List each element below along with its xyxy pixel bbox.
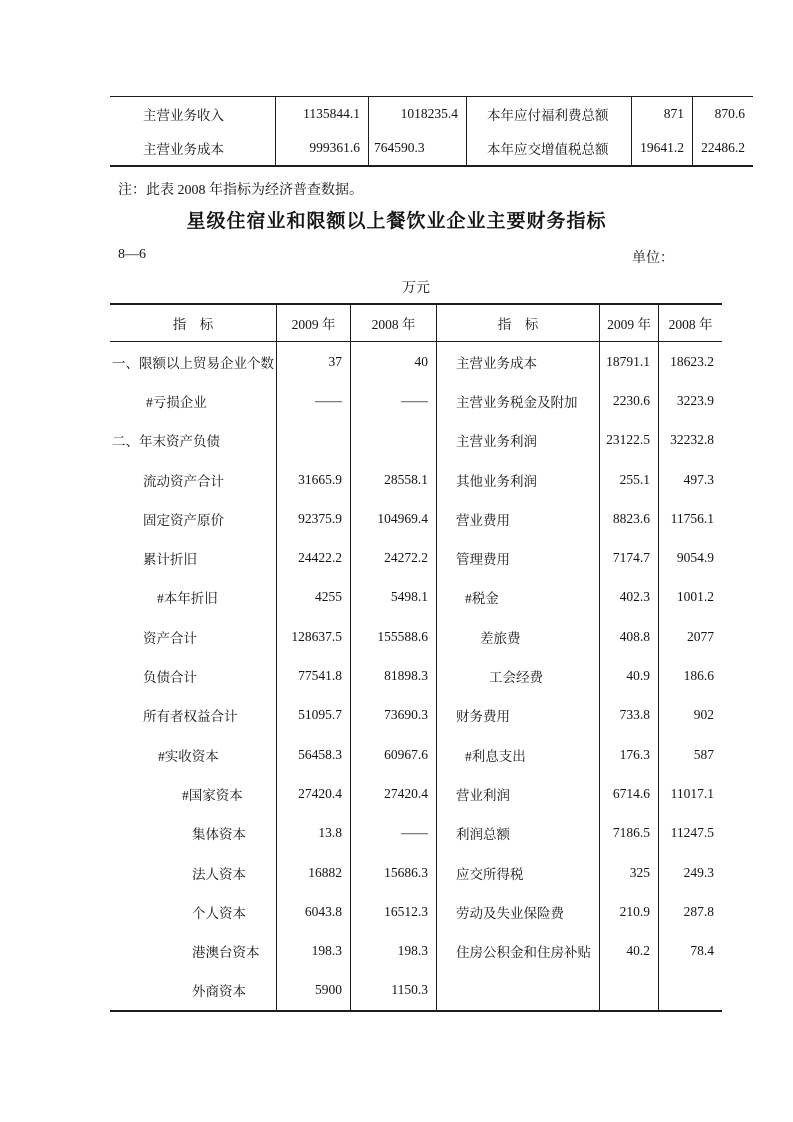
indicator-label: 工会经费 (437, 656, 600, 695)
main-table-row (110, 342, 722, 381)
value-2008: 3223.9 (676, 392, 714, 408)
indicator-label: 港澳台资本 (110, 931, 277, 970)
value-2008: 5498.1 (351, 578, 437, 617)
header-year: 2008 年 (351, 305, 437, 341)
value-2008 (659, 971, 722, 1010)
value-2008: 11017.1 (670, 785, 714, 801)
indicator-label: 法人资本 (110, 853, 277, 892)
value-2009: 37 (277, 342, 351, 381)
indicator-label: 外商资本 (110, 971, 277, 1010)
value-2008 (351, 421, 437, 460)
value-2009: 40.2 (600, 931, 659, 970)
main-table-row (110, 656, 722, 695)
value-2008: 155588.6 (351, 617, 437, 656)
value-2009: 8823.6 (600, 499, 659, 538)
value-2008: 497.3 (683, 471, 714, 487)
value-2008: 40 (351, 342, 437, 381)
indicator-label: 营业费用 (437, 499, 600, 538)
value-2008: 60967.6 (351, 735, 437, 774)
main-table-row (110, 381, 722, 420)
main-table (110, 303, 722, 1012)
value-2009 (600, 971, 659, 1010)
indicator-label: 集体资本 (110, 814, 277, 853)
value-2009: —— (277, 381, 351, 420)
value-2008: 587 (693, 746, 714, 762)
value-2008: 1150.3 (351, 971, 437, 1010)
value-2008: 73690.3 (351, 696, 437, 735)
value-2008: 28558.1 (351, 460, 437, 499)
indicator-label: #实收资本 (110, 735, 277, 774)
table-title: 星级住宿业和限额以上餐饮业企业主要财务指标 (186, 211, 607, 232)
header-year: 2008 年 (668, 317, 713, 332)
value-2009: 23122.5 (600, 421, 659, 460)
header-indicator: 指 标 (110, 305, 277, 341)
header-year: 2009 年 (277, 305, 351, 341)
indicator-label: 住房公积金和住房补贴 (437, 931, 600, 970)
value-2009: 999361.6 (276, 131, 369, 165)
indicator-label: 资产合计 (110, 617, 277, 656)
value-2008: 78.4 (690, 943, 714, 959)
value-2009: 24422.2 (277, 538, 351, 577)
value-2008: 22486.2 (701, 140, 745, 155)
value-2009: 1135844.1 (276, 97, 369, 131)
value-2008: 870.6 (714, 106, 745, 121)
indicator-label: 利润总额 (437, 814, 600, 853)
header-indicator: 指 标 (437, 305, 600, 341)
table-number: 8—6 (118, 247, 146, 262)
main-table-row (110, 774, 722, 813)
value-2009: 5900 (277, 971, 351, 1010)
indicator-label: 累计折旧 (110, 538, 277, 577)
value-2009: 77541.8 (277, 656, 351, 695)
prev-table-row (110, 131, 753, 165)
indicator-label: 劳动及失业保险费 (437, 892, 600, 931)
value-2008: 198.3 (351, 931, 437, 970)
indicator-label: 应交所得税 (437, 853, 600, 892)
value-2009: 31665.9 (277, 460, 351, 499)
indicator-label: 本年应付福利费总额 (467, 97, 632, 131)
main-table-row (110, 421, 722, 460)
main-table-row (110, 892, 722, 931)
value-2009: 7174.7 (600, 538, 659, 577)
indicator-label: 负债合计 (110, 656, 277, 695)
indicator-label: 二、年末资产负债 (110, 421, 277, 460)
value-2008: 81898.3 (351, 656, 437, 695)
value-2008: —— (351, 381, 437, 420)
value-2008: 2077 (687, 628, 714, 644)
main-table-row (110, 578, 722, 617)
value-2009: 176.3 (600, 735, 659, 774)
indicator-label: 主营业务税金及附加 (437, 381, 600, 420)
value-2008: 24272.2 (351, 538, 437, 577)
main-table-row (110, 971, 722, 1010)
value-2009: 4255 (277, 578, 351, 617)
indicator-label: #亏损企业 (110, 381, 277, 420)
value-2009: 56458.3 (277, 735, 351, 774)
value-2009: 210.9 (600, 892, 659, 931)
value-2008: 764590.3 (369, 131, 467, 165)
prev-table-row (110, 97, 753, 131)
indicator-label: 营业利润 (437, 774, 600, 813)
main-table-row (110, 931, 722, 970)
value-2009: 7186.5 (600, 814, 659, 853)
value-2009: 18791.1 (600, 342, 659, 381)
value-2008: —— (351, 814, 437, 853)
value-2008: 11756.1 (670, 510, 714, 526)
value-2008: 9054.9 (676, 550, 714, 566)
indicator-label: 所有者权益合计 (110, 696, 277, 735)
unit-value: 万元 (402, 281, 430, 296)
value-2008: 1018235.4 (369, 97, 467, 131)
indicator-label: 主营业务利润 (437, 421, 600, 460)
header-year: 2009 年 (600, 305, 659, 341)
value-2008: 27420.4 (351, 774, 437, 813)
main-table-row (110, 617, 722, 656)
main-table-row (110, 460, 722, 499)
value-2008: 32232.8 (670, 432, 714, 448)
value-2008: 18623.2 (670, 353, 714, 369)
value-2009: 871 (632, 97, 693, 131)
value-2009: 408.8 (600, 617, 659, 656)
value-2008: 249.3 (683, 864, 714, 880)
main-table-row (110, 853, 722, 892)
indicator-label: 本年应交增值税总额 (467, 131, 632, 165)
value-2009: 27420.4 (277, 774, 351, 813)
indicator-label: 主营业务成本 (110, 131, 276, 165)
indicator-label: 一、限额以上贸易企业个数 (110, 342, 277, 381)
value-2009: 16882 (277, 853, 351, 892)
value-2009: 2230.6 (600, 381, 659, 420)
value-2009: 40.9 (600, 656, 659, 695)
value-2009: 255.1 (600, 460, 659, 499)
value-2008: 1001.2 (676, 589, 714, 605)
value-2009: 733.8 (600, 696, 659, 735)
indicator-label: #利息支出 (437, 735, 600, 774)
main-table-row (110, 735, 722, 774)
indicator-label: 其他业务利润 (437, 460, 600, 499)
value-2009: 51095.7 (277, 696, 351, 735)
value-2009: 6043.8 (277, 892, 351, 931)
value-2008: 16512.3 (351, 892, 437, 931)
value-2009: 6714.6 (600, 774, 659, 813)
unit-label: 单位： (632, 251, 674, 266)
value-2009 (277, 421, 351, 460)
main-table-row (110, 499, 722, 538)
indicator-label: 主营业务收入 (110, 97, 276, 131)
indicator-label: #税金 (437, 578, 600, 617)
value-2008: 186.6 (683, 668, 714, 684)
value-2008: 104969.4 (351, 499, 437, 538)
prev-table (110, 96, 753, 167)
value-2009: 92375.9 (277, 499, 351, 538)
indicator-label: 管理费用 (437, 538, 600, 577)
indicator-label: 固定资产原价 (110, 499, 277, 538)
indicator-label: 差旅费 (437, 617, 600, 656)
value-2009: 19641.2 (632, 131, 693, 165)
value-2009: 128637.5 (277, 617, 351, 656)
indicator-label: #本年折旧 (110, 578, 277, 617)
indicator-label: 财务费用 (437, 696, 600, 735)
value-2008: 287.8 (683, 903, 714, 919)
indicator-label: 流动资产合计 (110, 460, 277, 499)
main-table-row (110, 696, 722, 735)
main-table-row (110, 538, 722, 577)
main-table-header-row (110, 305, 722, 342)
indicator-label (437, 971, 600, 1010)
indicator-label: 个人资本 (110, 892, 277, 931)
value-2009: 13.8 (277, 814, 351, 853)
value-2008: 902 (693, 707, 714, 723)
main-table-row (110, 814, 722, 853)
main-table-body (110, 342, 722, 1010)
value-2009: 325 (600, 853, 659, 892)
value-2008: 15686.3 (351, 853, 437, 892)
indicator-label: 主营业务成本 (437, 342, 600, 381)
value-2008: 11247.5 (670, 825, 714, 841)
indicator-label: #国家资本 (110, 774, 277, 813)
value-2009: 402.3 (600, 578, 659, 617)
table-note: 注：此表 2008 年指标为经济普查数据。 (118, 183, 363, 198)
value-2009: 198.3 (277, 931, 351, 970)
